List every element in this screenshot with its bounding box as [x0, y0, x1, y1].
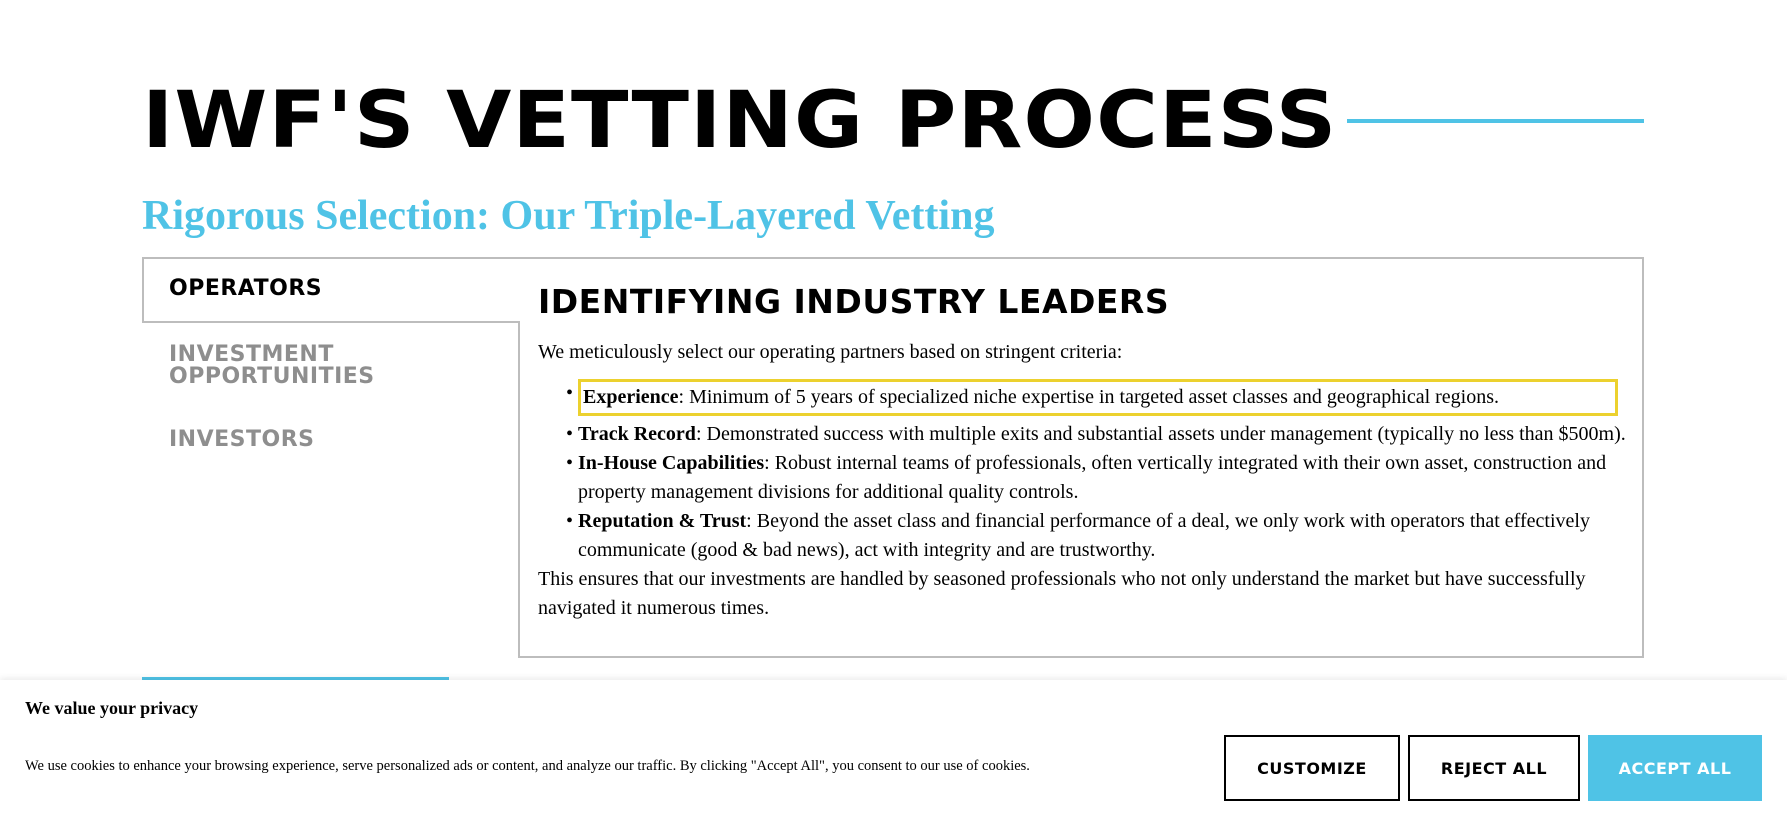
- tab-operators[interactable]: OPERATORS: [169, 276, 323, 301]
- customize-button[interactable]: CUSTOMIZE: [1224, 735, 1400, 801]
- content-heading: IDENTIFYING INDUSTRY LEADERS: [538, 282, 1170, 321]
- outro-text: This ensures that our investments are handled by seasoned professionals who not only understand the market but have successfully navigated it numerous times.: [538, 568, 1586, 619]
- criteria-item-track-record: [566, 420, 1628, 449]
- intro-text: We meticulously select our operating partners based on stringent criteria:: [538, 341, 1123, 363]
- panel-border-bottom: [518, 656, 1644, 658]
- bullet: •: [566, 510, 574, 532]
- tab-investors[interactable]: INVESTORS: [169, 427, 315, 452]
- criteria-text: : Beyond the asset class and financial performance of a deal, we only work with operators that effectively communicate (good & bad news), act with integrity and are trustworthy.: [578, 510, 1590, 561]
- criteria-item-in-house-capabilities: [566, 449, 1628, 507]
- vetting-panel: [142, 257, 1644, 658]
- cookie-text: We use cookies to enhance your browsing experience, serve personalized ads or content, and analyze our traffic. By clicking "Accept All", you consent to our use of cookies.: [25, 758, 1030, 774]
- panel-border-right: [1642, 257, 1644, 658]
- tab-investment-opportunities[interactable]: INVESTMENT OPPORTUNITIES: [169, 342, 375, 389]
- criteria-text: : Minimum of 5 years of specialized niche expertise in targeted asset classes and geographical regions.: [678, 386, 1499, 408]
- tab-content: [538, 282, 1628, 623]
- criteria-text: : Robust internal teams of professionals, often vertically integrated with their own asset, construction and property management divisions for additional quality controls.: [578, 452, 1607, 503]
- bullet: •: [566, 423, 574, 445]
- bullet: •: [566, 452, 574, 474]
- active-tab-border-bottom: [142, 321, 520, 323]
- criteria-list: [538, 379, 1628, 565]
- criteria-item-experience: [566, 379, 1618, 416]
- active-tab-border-left: [142, 257, 144, 323]
- page-title: IWF'S VETTING PROCESS: [142, 76, 1338, 166]
- cookie-banner: [0, 680, 1787, 818]
- bullet: •: [566, 382, 574, 404]
- criteria-name: Experience: [583, 386, 679, 408]
- criteria-name: In-House Capabilities: [578, 452, 765, 474]
- panel-border-top: [142, 257, 1644, 259]
- accept-all-button[interactable]: ACCEPT ALL: [1588, 735, 1762, 801]
- page-subtitle: Rigorous Selection: Our Triple-Layered Vetting: [142, 193, 995, 239]
- reject-all-button[interactable]: REJECT ALL: [1408, 735, 1580, 801]
- title-divider: [1347, 119, 1644, 123]
- criteria-text: : Demonstrated success with multiple exits and substantial assets under management (typically no less than $500m).: [695, 423, 1626, 445]
- content-border-left: [518, 321, 520, 658]
- cookie-title: We value your privacy: [25, 698, 199, 718]
- criteria-name: Track Record: [578, 423, 696, 445]
- criteria-name: Reputation & Trust: [578, 510, 747, 532]
- criteria-item-reputation-trust: [566, 507, 1628, 565]
